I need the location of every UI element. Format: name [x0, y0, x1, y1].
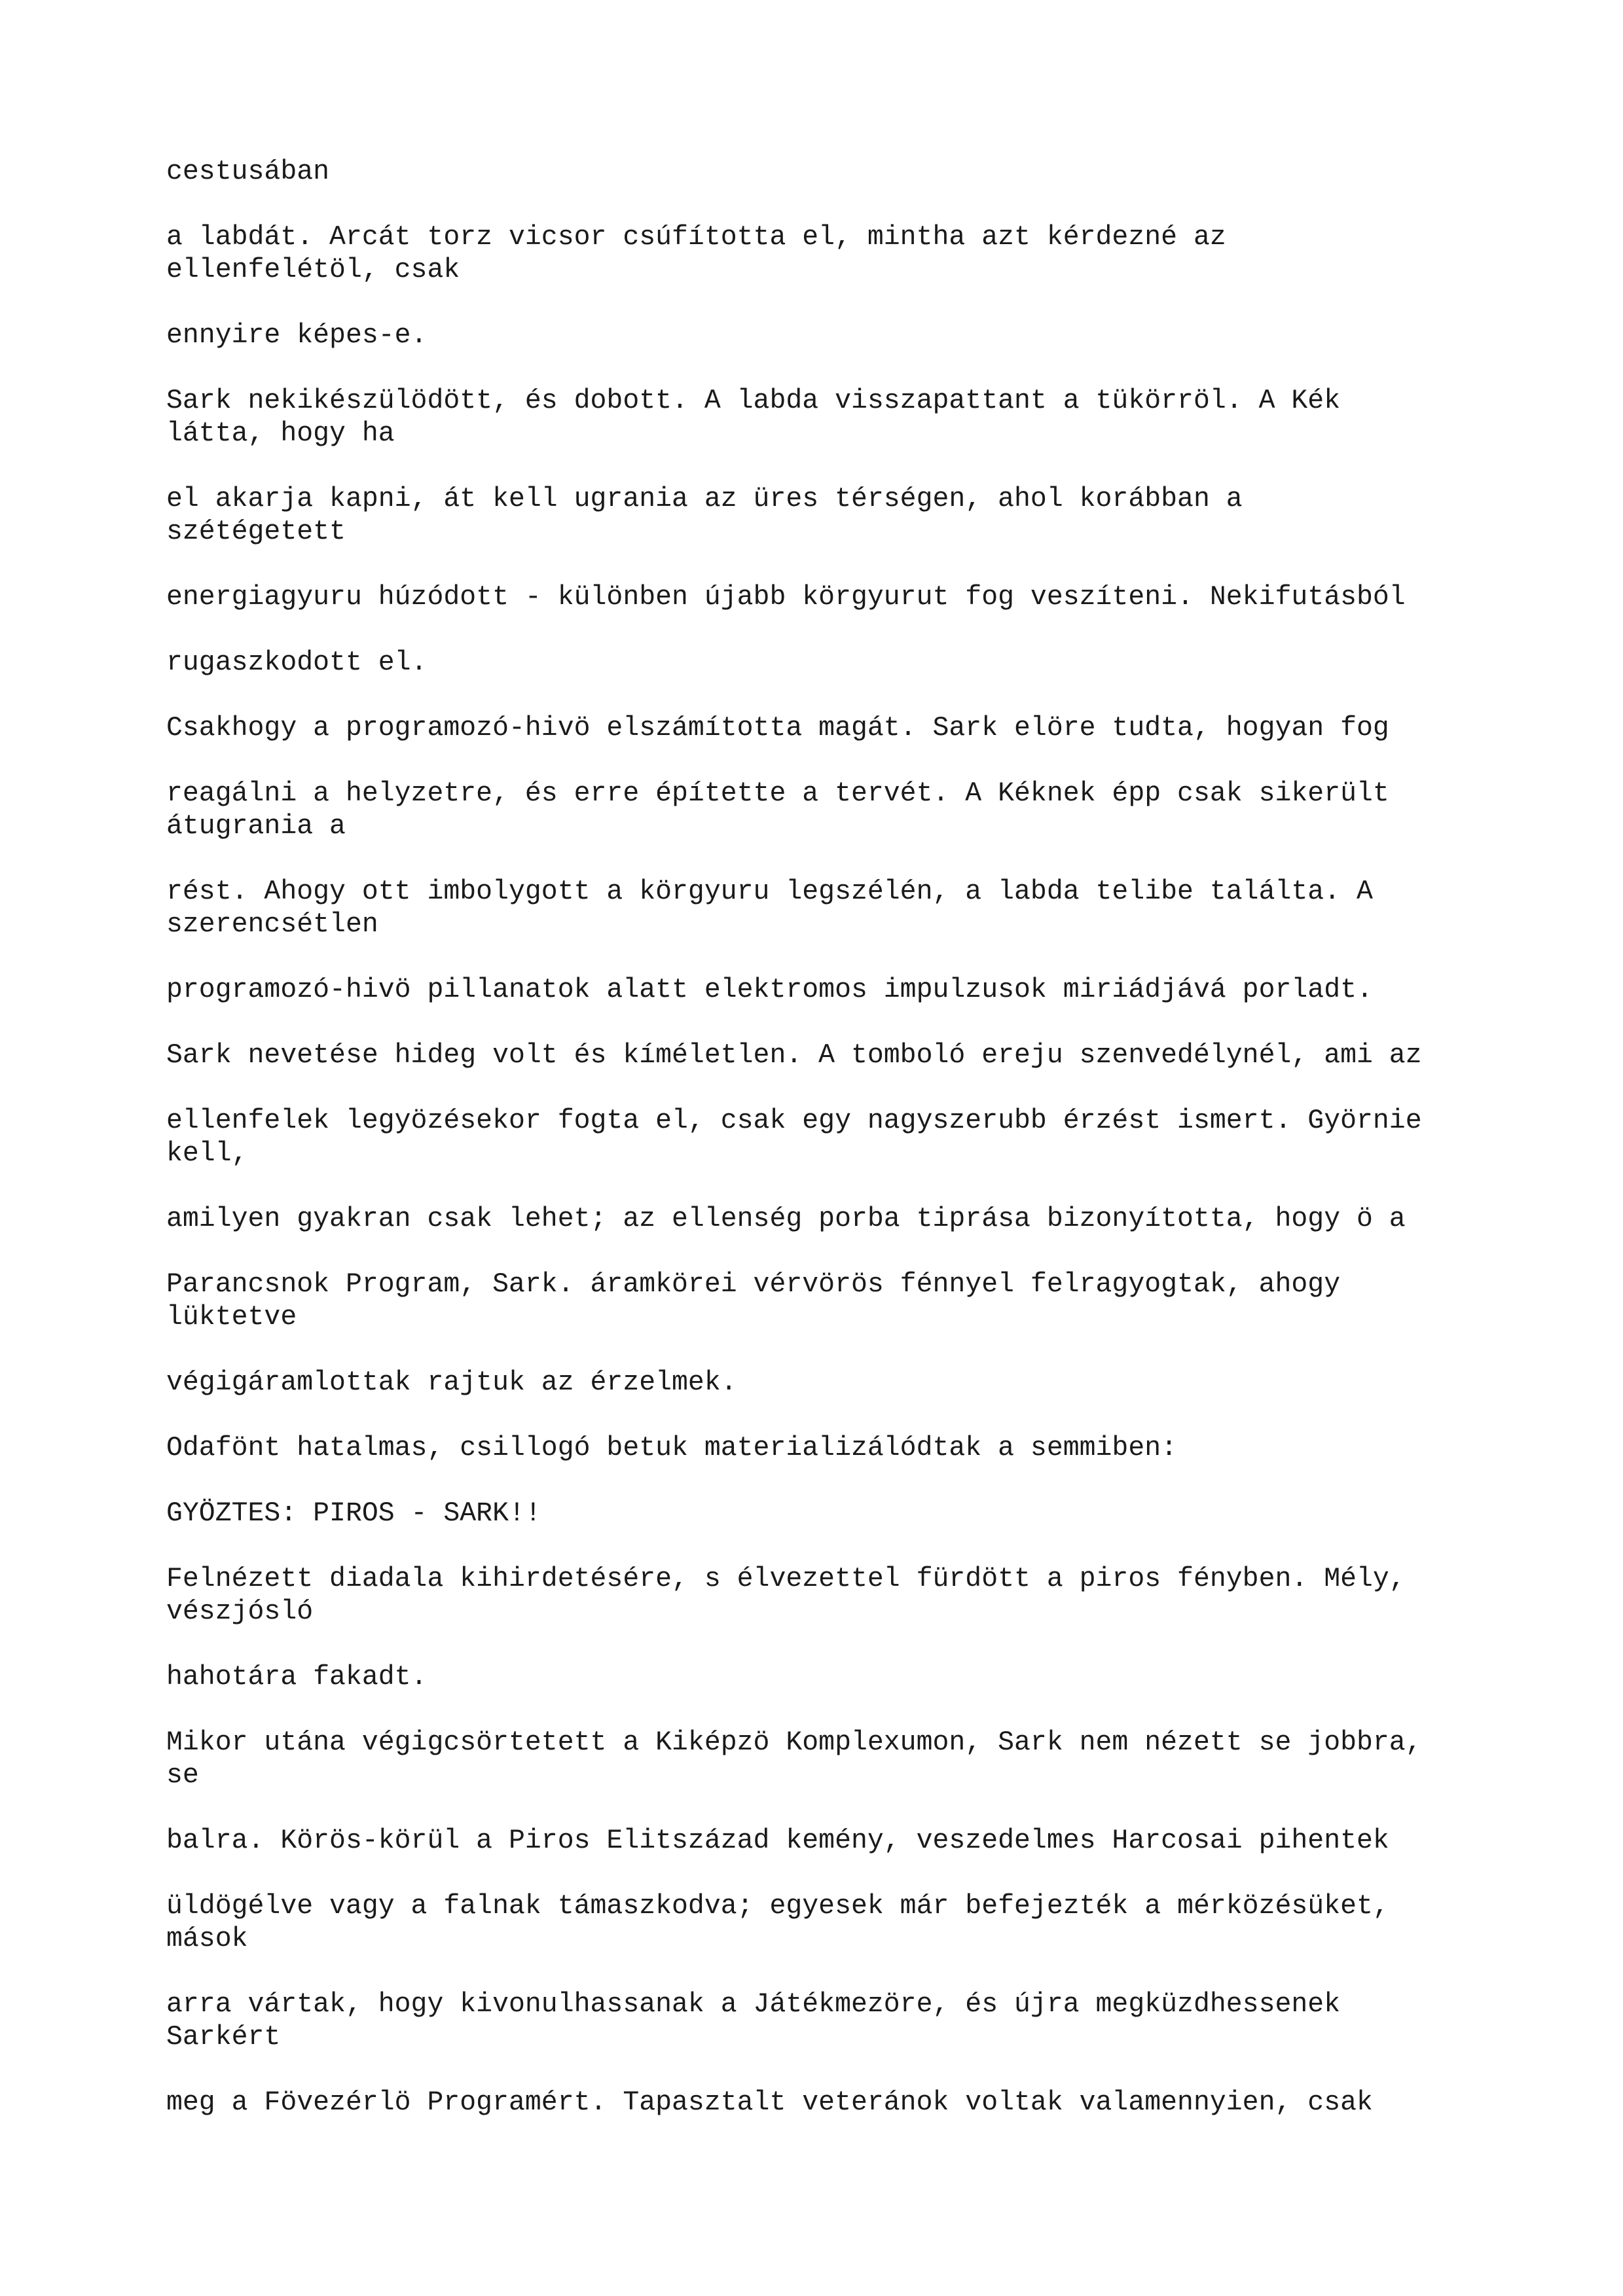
text-line: balra. Körös-körül a Piros Elitszázad kemény, veszedelmes Harcosai pihentek	[166, 1825, 1389, 1856]
text-line: se	[166, 1760, 199, 1791]
paragraph	[166, 712, 1476, 745]
paragraph	[166, 1268, 1476, 1334]
text-line: Parancsnok Program, Sark. áramkörei vérvörös fénnyel felragyogtak, ahogy	[166, 1269, 1341, 1300]
paragraph	[166, 1105, 1476, 1170]
text-line: szétégetett	[166, 516, 346, 547]
text-line: GYÖZTES: PIROS - SARK!!	[166, 1498, 541, 1529]
paragraph	[166, 1432, 1476, 1465]
paragraph	[166, 1661, 1476, 1694]
text-line: rést. Ahogy ott imbolygott a körgyuru legszélén, a labda telibe találta. A	[166, 876, 1373, 907]
text-line: Odafönt hatalmas, csillogó betuk materializálódtak a semmiben:	[166, 1433, 1178, 1463]
text-line: kell,	[166, 1138, 248, 1169]
paragraph	[166, 778, 1476, 843]
paragraph	[166, 1825, 1476, 1857]
paragraph	[166, 1203, 1476, 1236]
paragraph	[166, 1367, 1476, 1399]
text-line: Mikor utána végigcsörtetett a Kiképzö Komplexumon, Sark nem nézett se jobbra,	[166, 1727, 1422, 1758]
text-line: vészjósló	[166, 1596, 314, 1627]
paragraph	[166, 319, 1476, 352]
text-line: el akarja kapni, át kell ugrania az üres térségen, ahol korábban a	[166, 484, 1243, 514]
body-text	[166, 156, 1476, 2152]
paragraph	[166, 581, 1476, 614]
text-line: meg a Fövezérlö Programért. Tapasztalt veteránok voltak valamennyien, csak	[166, 2087, 1373, 2118]
text-line: Sarkért	[166, 2022, 281, 2053]
text-line: átugrania a	[166, 811, 346, 842]
text-line: lüktetve	[166, 1302, 297, 1333]
text-line: végigáramlottak rajtuk az érzelmek.	[166, 1367, 737, 1398]
text-line: hahotára fakadt.	[166, 1662, 428, 1693]
text-line: programozó-hivö pillanatok alatt elektromos impulzusok miriádjává porladt.	[166, 975, 1373, 1005]
text-line: a labdát. Arcát torz vicsor csúfította el, mintha azt kérdezné az	[166, 222, 1226, 253]
paragraph	[166, 647, 1476, 679]
paragraph	[166, 1039, 1476, 1072]
text-line: amilyen gyakran csak lehet; az ellenség porba tiprása bizonyította, hogy ö a	[166, 1204, 1406, 1234]
paragraph	[166, 1498, 1476, 1530]
paragraph	[166, 1727, 1476, 1792]
paragraph	[166, 1988, 1476, 2054]
paragraph	[166, 385, 1476, 450]
paragraph	[166, 974, 1476, 1007]
text-line: reagálni a helyzetre, és erre építette a tervét. A Kéknek épp csak sikerült	[166, 778, 1389, 809]
text-line: rugaszkodott el.	[166, 647, 428, 678]
text-line: Sark nekikészülödött, és dobott. A labda visszapattant a tükörröl. A Kék	[166, 386, 1341, 416]
text-line: ellenfelétöl, csak	[166, 255, 460, 285]
text-line: arra vártak, hogy kivonulhassanak a Játékmezöre, és újra megküzdhessenek	[166, 1989, 1341, 2020]
text-line: Csakhogy a programozó-hivö elszámította magát. Sark elöre tudta, hogyan fog	[166, 713, 1389, 744]
paragraph	[166, 1563, 1476, 1628]
paragraph	[166, 2087, 1476, 2119]
text-line: mások	[166, 1924, 248, 1954]
text-line: ellenfelek legyözésekor fogta el, csak egy nagyszerubb érzést ismert. Györnie	[166, 1105, 1422, 1136]
paragraph	[166, 1890, 1476, 1956]
text-line: üldögélve vagy a falnak támaszkodva; egyesek már befejezték a mérközésüket,	[166, 1891, 1389, 1922]
text-line: szerencsétlen	[166, 909, 378, 940]
text-line: cestusában	[166, 156, 330, 187]
text-line: energiagyuru húzódott - különben újabb körgyurut fog veszíteni. Nekifutásból	[166, 582, 1406, 613]
paragraph	[166, 221, 1476, 287]
paragraph	[166, 876, 1476, 941]
paragraph	[166, 156, 1476, 188]
text-line: Felnézett diadala kihirdetésére, s élvezettel fürdött a piros fényben. Mély,	[166, 1564, 1406, 1594]
text-line: ennyire képes-e.	[166, 320, 428, 351]
text-line: Sark nevetése hideg volt és kíméletlen. A tomboló ereju szenvedélynél, ami az	[166, 1040, 1422, 1071]
paragraph	[166, 483, 1476, 548]
text-line: látta, hogy ha	[166, 418, 395, 449]
